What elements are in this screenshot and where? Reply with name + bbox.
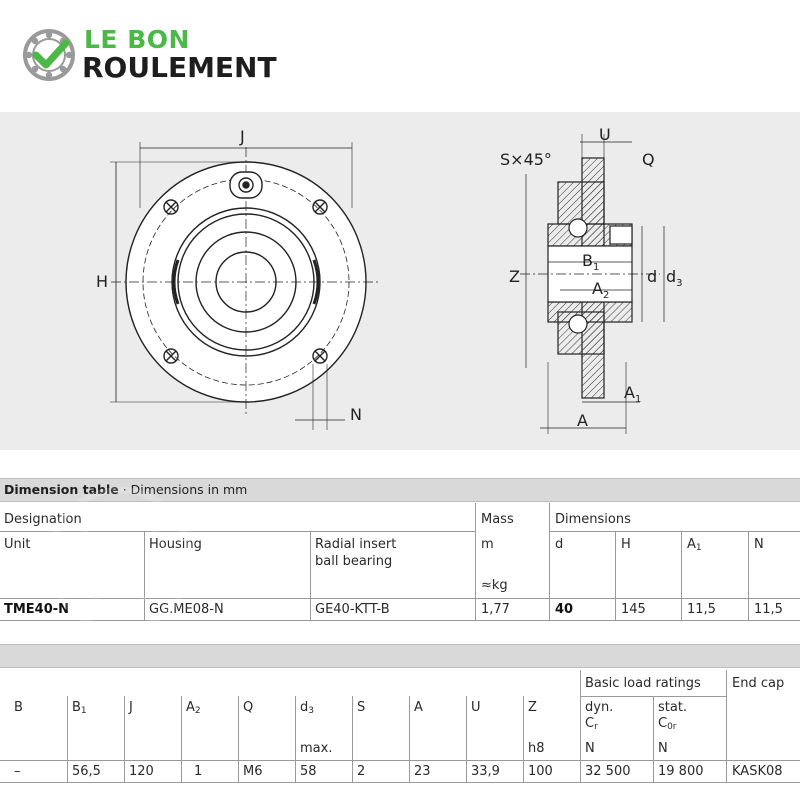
table2-bar bbox=[0, 644, 800, 668]
row-U: 33,9 bbox=[471, 764, 500, 779]
header-load-ratings: Basic load ratings bbox=[585, 676, 701, 691]
header-mass: Mass bbox=[481, 512, 514, 527]
row-S: 2 bbox=[357, 764, 366, 779]
row-A1: 11,5 bbox=[687, 602, 716, 617]
row-end-cap: KASK08 bbox=[732, 764, 783, 779]
label-Z: Z bbox=[509, 267, 520, 286]
label-d: d bbox=[647, 267, 658, 286]
row-H: 145 bbox=[621, 602, 646, 617]
dimension-table-title bbox=[0, 478, 800, 502]
header-S: S bbox=[357, 700, 366, 715]
header-housing: Housing bbox=[149, 537, 202, 552]
front-view bbox=[110, 142, 381, 430]
header-kg: ≈kg bbox=[481, 578, 508, 593]
header-N-stat: N bbox=[658, 741, 668, 756]
label-A: A bbox=[577, 411, 588, 430]
row-Q: M6 bbox=[243, 764, 263, 779]
technical-drawing bbox=[0, 112, 800, 450]
header-J: J bbox=[129, 700, 133, 715]
header-m: m bbox=[481, 537, 494, 552]
header-Z: Z bbox=[528, 700, 537, 715]
header-unit: Unit bbox=[4, 537, 31, 552]
header-Q: Q bbox=[243, 700, 254, 715]
label-B1: $B_1$ bbox=[582, 251, 600, 273]
header bbox=[0, 0, 800, 112]
label-J: J bbox=[240, 127, 245, 146]
header-Z-h8: h8 bbox=[528, 741, 545, 756]
row-unit: TME40-N bbox=[4, 602, 70, 617]
label-S45: S×45° bbox=[500, 150, 552, 169]
dimension-table-title-bold: Dimension table bbox=[4, 482, 119, 497]
header-radial-line2: ball bearing bbox=[315, 554, 393, 569]
header-stat: stat. bbox=[658, 700, 688, 715]
row-J: 120 bbox=[129, 764, 154, 779]
label-U: U bbox=[599, 125, 611, 144]
row-B1: 56,5 bbox=[72, 764, 101, 779]
drawing-svg bbox=[0, 112, 800, 450]
dimension-table-title-rest: · Dimensions in mm bbox=[118, 482, 248, 497]
row-A2: 1 bbox=[194, 764, 203, 779]
label-d3: $d_3$ bbox=[666, 267, 683, 289]
row-B: – bbox=[14, 764, 21, 779]
row-C0r: 19 800 bbox=[658, 764, 704, 779]
header-A: A bbox=[414, 700, 423, 715]
header-Cr: $C_r$ bbox=[585, 716, 598, 732]
header-N-dyn: N bbox=[585, 741, 595, 756]
header-C0r: $C_{0r}$ bbox=[658, 716, 677, 732]
header-A2: $A_2$ bbox=[186, 700, 201, 716]
label-A2: $A_2$ bbox=[592, 279, 610, 301]
row-Z: 100 bbox=[528, 764, 553, 779]
row-d: 40 bbox=[555, 602, 574, 617]
header-radial-line1: Radial insert bbox=[315, 537, 397, 552]
label-A1: $A_1$ bbox=[624, 383, 642, 405]
header-H: H bbox=[621, 537, 631, 552]
header-B: B bbox=[14, 700, 23, 715]
row-Cr: 32 500 bbox=[585, 764, 631, 779]
row-d3: 58 bbox=[300, 764, 317, 779]
header-N: N bbox=[754, 537, 764, 552]
label-Q: Q bbox=[642, 150, 655, 169]
header-dyn: dyn. bbox=[585, 700, 614, 715]
row-housing: GG.ME08-N bbox=[149, 602, 224, 617]
header-U: U bbox=[471, 700, 481, 715]
header-end-cap: End cap bbox=[732, 676, 785, 691]
label-H: H bbox=[96, 272, 109, 291]
header-designation: Designation bbox=[4, 512, 82, 527]
row-N: 11,5 bbox=[754, 602, 783, 617]
header-B1: $B_1$ bbox=[72, 700, 87, 716]
row-mass: 1,77 bbox=[481, 602, 510, 617]
header-d3: $d_3$ bbox=[300, 700, 314, 716]
header-dimensions: Dimensions bbox=[555, 512, 631, 527]
header-A1: $A_1$ bbox=[687, 537, 702, 553]
row-A: 23 bbox=[414, 764, 431, 779]
label-N: N bbox=[350, 405, 362, 424]
bearing-check-logo-icon bbox=[22, 28, 76, 82]
brand-line-1: LE BON bbox=[84, 25, 190, 54]
header-d: d bbox=[555, 537, 564, 552]
brand-line-2: ROULEMENT bbox=[82, 51, 277, 84]
header-d3-max: max. bbox=[300, 741, 333, 756]
row-radial: GE40-KTT-B bbox=[315, 602, 390, 617]
